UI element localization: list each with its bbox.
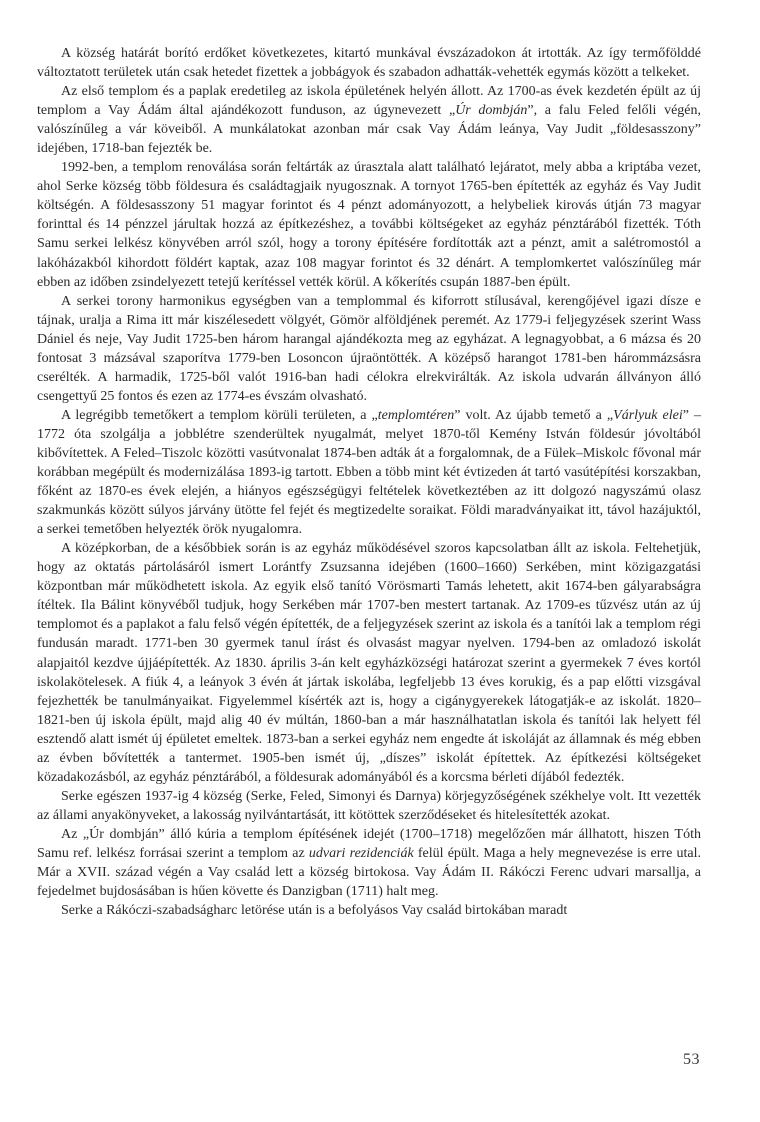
paragraph-text: Az első templom és a paplak eredetileg az iskola épületének helyén állott. Az 1700-as évek kezdetén épült az új templom a Vay Ádám által ajándékozott funduson, az úgynevezett „ — [37, 84, 701, 119]
paragraph-text: A legrégibb temetőkert a templom körüli területen, a „ — [61, 407, 378, 423]
paragraph-text: A középkorban, de a későbbiek során is az egyház működésével szoros kapcsolatban állt az iskola. Feltehetjük, hogy az oktatás pártolásáról ismert Lorántfy Zsuzsanna idejében (1600–1660) Serkében, mint közigazgatási központban már működhetett iskola. Az egyik első tanító Vörösmarti Tamás lehetett, akit 1674-ben gályarabságra ítéltek. Ila Bálint könyvéből tudjuk, hogy Serkében már 1707-ben mestert tartanak. Az 1709-es tűzvész után az új templomot és a paplakot a falu felső végén építették, de a feljegyzések szerint az iskola és a tanítói lak a templom régi fundusán maradt. 1771-ben 30 gyermek tanul írást és olvasást magyar nyelven. 1794-ben az omladozó iskolát alapjaitól kezdve újjáépítették. Az 1830. április 3-án kelt egyházközségi határozat szerint a gyermekek 7 éves kortól iskolakötelesek. A fiúk 4, a leányok 3 évén át jártak iskolába, legfeljebb 13 éves korukig, és a pap előtti vizsgával fejezhették be tanulmányaikat. Figyelemmel kísérték azt is, hogy a cigánygyerekek látogatják-e az iskolát. 1820–1821-ben új iskola épült, majd alig 40 év múltán, 1860-ban a már használhatatlan iskola és tanítói lak helyett fél esztendő alatt ismét új épületet emeltek. 1873-ban a serkei egyház nem engedte át iskoláját az államnak és még ebben az évben bővítették a tantermet. 1905-ben ismét új, „díszes” iskolát építettek. Az építkezési költségeket közadakozásból, az egyház pénztárából, a földesurak adományából és a korcsma bérleti díjából fedezték. — [37, 541, 701, 785]
paragraph — [37, 787, 701, 825]
paragraph-text: ”, a falu Feled felőli végén, valószínűleg a vár köveiből. A munkálatokat azonban már csak Vay Ádám leánya, Vay Judit „földesasszony” idejében, 1718-ban fejezték be. — [37, 103, 701, 157]
paragraph-text: Az „Úr dombján” álló kúria a templom építésének idejét (1700–1718) megelőzően már állhatott, hiszen Tóth Samu ref. lelkész forrásai szerint a templom az — [37, 826, 701, 861]
paragraph — [37, 539, 701, 787]
page-body-text — [37, 44, 701, 920]
paragraph-text: 1992-ben, a templom renoválása során feltárták az úrasztala alatt található lejáratot, mely abba a kriptába vezet, ahol Serke község több földesura és családtagjaik nyugosznak. A tornyot 1765-ben építették az egyház és Vay Judit költségén. A földesasszony 51 magyar forintot és 4 pénzt adományozott, a helybeliek kirovás útján 73 magyar forinttal és 14 pénzzel járultak hozzá az építkezéshez, a további költségeket az egyház pénztárából fizették. Tóth Samu serkei lelkész könyvében arról szól, hogy a torony építésére fordították azt a pénzt, amit a salétromostól a lakóházakból kihordott földért kaptak, azaz 108 magyar forintot és 32 dénárt. A templomkertet valószínűleg már ebben az időben zsindelyezett tetejű kerítéssel vették körül. A kőkerítés csupán 1887-ben épült. — [37, 160, 701, 290]
paragraph-text: Serke a Rákóczi-szabadságharc letörése után is a befolyásos Vay család birtokában maradt — [61, 903, 568, 919]
italic-text: templomtéren — [377, 407, 455, 423]
paragraph-text: A község határát borító erdőket következetes, kitartó munkával évszázadokon át irtották. Az így termőfölddé változtatott területek után csak hetedet fizettek a jobbágyok és szabadon adhatták-vehették egymás között a telkeket. — [37, 46, 701, 81]
paragraph-text: A serkei torony harmonikus egységben van a templommal és kiforrott stílusával, kerengőjével igazi dísze e tájnak, uralja a Rima itt már kiszélesedett völgyét, Gömör alföldjének peremét. Az 1779-i feljegyzések szerint Wass Dániel és neje, Vay Judit 1725-ben három harangal ajándékozta meg az egyházat. A legnagyobbat, a 6 mázsa és 20 fontosat 3 mázsával szaporítva 1779-ben Losoncon újraöntötték. A középső harangot 1781-ben hárommázsásra cserélték. A harmadik, 1725-ből valót 1916-ban hadi célokra elrekvirálták. Az iskola udvarán állványon álló csengettyű 25 fontos és ezen az 1774-es évszám olvasható. — [37, 293, 701, 404]
italic-text: udvari rezidenciák — [308, 845, 414, 861]
paragraph — [37, 825, 701, 901]
page-number: 53 — [683, 1051, 700, 1068]
italic-text: Várlyuk elei — [613, 407, 683, 423]
paragraph — [37, 82, 701, 158]
paragraph — [37, 44, 701, 82]
paragraph — [37, 901, 701, 920]
paragraph — [37, 158, 701, 291]
italic-text: Úr dombján — [455, 103, 528, 119]
paragraph — [37, 292, 701, 406]
paragraph-text: felül épült. Maga a hely megnevezése is erre utal. Már a XVII. század végén a Vay család lett a község birtokosa. Vay Ádám II. Rákóczi Ferenc udvari marsallja, a fejedelmet bujdosásában is hűen követte és Danzigban (1711) halt meg. — [37, 845, 701, 900]
paragraph — [37, 406, 701, 539]
paragraph-text: ” volt. Az újabb temető a „ — [454, 407, 614, 423]
paragraph-text: Serke egészen 1937-ig 4 község (Serke, Feled, Simonyi és Darnya) körjegyzőségének székhelye volt. Itt vezették az állami anyakönyveket, a lakosság nyilvántartását, itt kötöttek szerződéseket és hitelesítették azokat. — [37, 788, 701, 823]
paragraph-text: ” – 1772 óta szolgálja a jobblétre szenderültek nyugalmát, melyet 1870-től Kemény István földesúr jóvoltából kibővítettek. A Feled–Tiszolc közötti vasútvonalat 1874-ben adták át a forgalomnak, de a Fülek–Miskolc fővonal már korábban megépült és modernizálása 1893-ig tartott. Ebben a több mint két évtizeden át tartó vasútépítési korszakban, főként az 1870-es évek elején, a hiányos egészségügyi feltételek következtében az itt dolgozó nagyszámú olasz szakmunkás között súlyos járvány ütötte fel fejét és megtizedelte soraikat. Földi maradványaikat itt, távol hazájuktól, a serkei temetőben helyezték örök nyugalomra. — [37, 407, 701, 538]
